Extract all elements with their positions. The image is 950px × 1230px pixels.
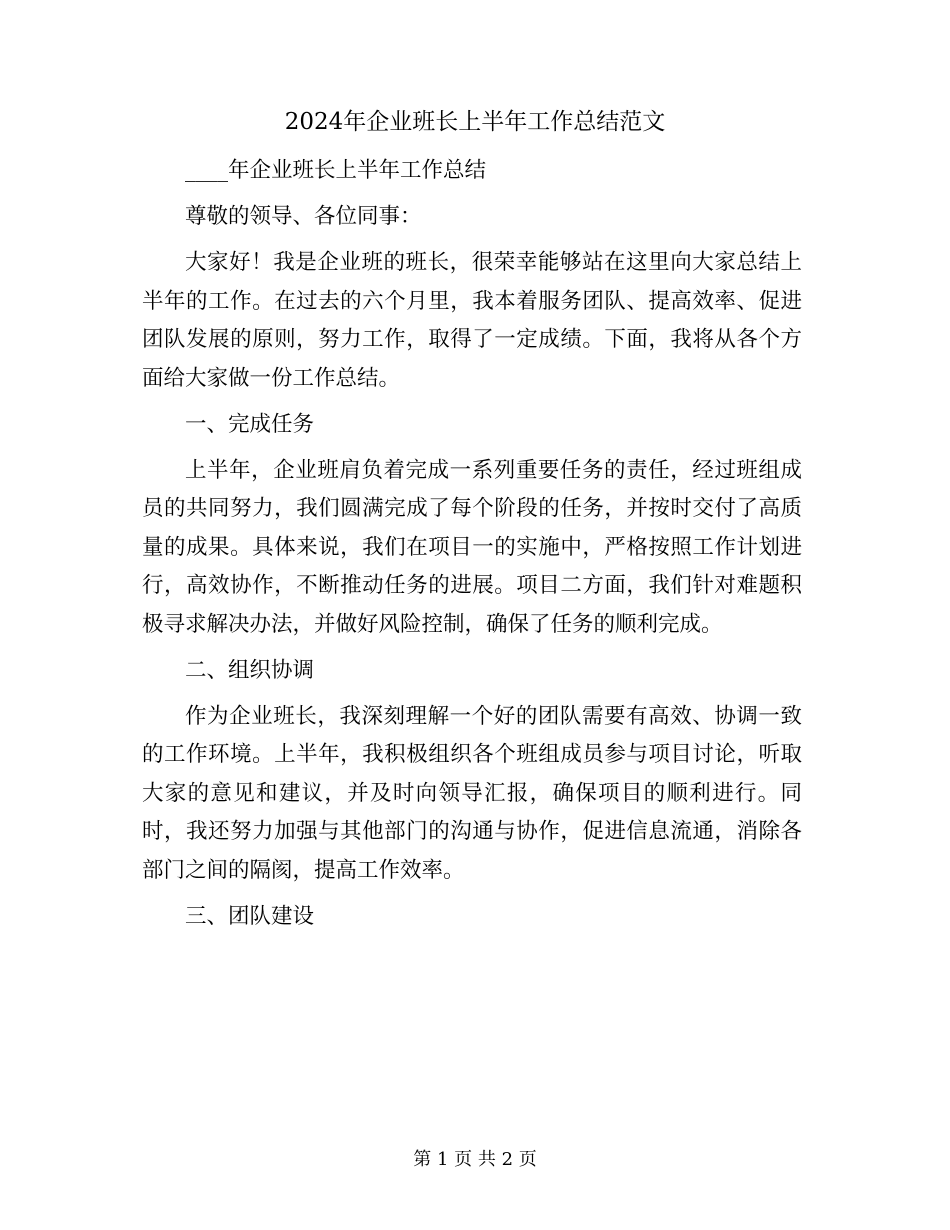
section-heading-2: 二、组织协调 xyxy=(185,657,315,683)
body-paragraph-tasks: 上半年，企业班肩负着完成一系列重要任务的责任，经过班组成员的共同努力，我们圆满完成了每个阶段的任务，并按时交付了高质量的成果。具体来说，我们在项目一的实施中，严格按照工作计划进行，高效协作，不断推动任务的进展。项目二方面，我们针对难题积极寻求解决办法，并做好风险控制，确保了任务的顺利完成。 xyxy=(142,457,802,637)
document-title: 2024年企业班长上半年工作总结范文 xyxy=(284,109,666,135)
body-paragraph-coordination: 作为企业班长，我深刻理解一个好的团队需要有高效、协调一致的工作环境。上半年，我积极组织各个班组成员参与项目讨论，听取大家的意见和建议，并及时向领导汇报，确保项目的顺利进行。同时，我还努力加强与其他部门的沟通与协作，促进信息流通，消除各部门之间的隔阂，提高工作效率。 xyxy=(142,703,802,883)
salutation: 尊敬的领导、各位同事： xyxy=(185,204,422,229)
document-subtitle: ____年企业班长上半年工作总结 xyxy=(185,158,487,183)
body-paragraph-intro: 大家好！我是企业班的班长，很荣幸能够站在这里向大家总结上半年的工作。在过去的六个月里，我本着服务团队、提高效率、促进团队发展的原则，努力工作，取得了一定成绩。下面，我将从各个方面给大家做一份工作总结。 xyxy=(142,250,802,391)
section-heading-3: 三、团队建设 xyxy=(185,903,315,929)
section-heading-1: 一、完成任务 xyxy=(185,411,315,437)
document-body xyxy=(142,152,802,944)
page-number-footer: 第 1 页 共 2 页 xyxy=(413,1149,537,1170)
